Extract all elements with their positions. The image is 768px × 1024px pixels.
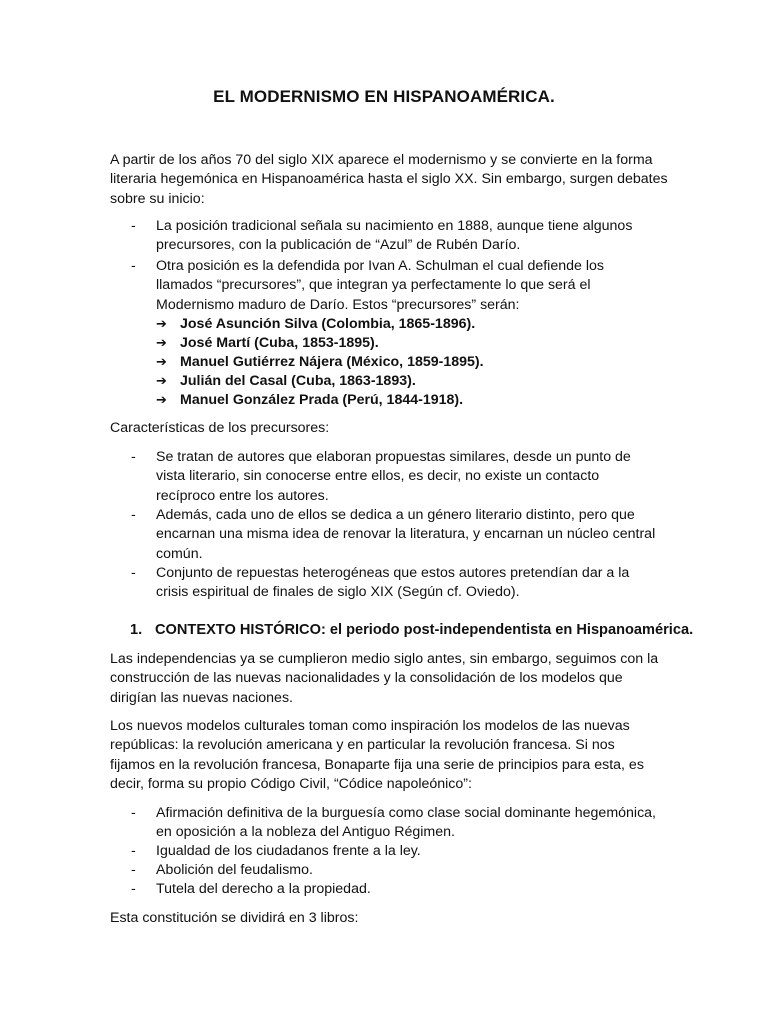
closing-line: Esta constitución se dividirá en 3 libros: [110, 910, 359, 926]
intro-line: sobre su inicio: [110, 190, 205, 207]
list-item [110, 804, 670, 843]
list-item-line: Abolición del feudalismo. [156, 862, 313, 878]
list-item [110, 217, 670, 256]
arrow-right-icon: ➔ [156, 373, 167, 388]
list-item-line: Tutela del derecho a la propiedad. [156, 881, 371, 897]
list-item [110, 564, 670, 603]
list-item-line: crisis espiritual de finales de siglo XIX (Según cf. Oviedo). [156, 584, 520, 601]
dash-bullet: - [131, 565, 136, 581]
arrow-right-icon: ➔ [156, 335, 167, 350]
precursor-item [156, 314, 475, 334]
precursor-name: José Martí (Cuba, 1853-1895). [180, 335, 379, 351]
intro-line: A partir de los años 70 del siglo XIX aparece el modernismo y se convierte en la forma [110, 152, 653, 168]
arrow-right-icon: ➔ [156, 316, 167, 331]
list-item-line: Conjunto de repuestas heterogéneas que estos autores pretendían dar a la [156, 565, 630, 581]
dash-bullet: - [131, 218, 136, 234]
section-number: 1. [130, 622, 143, 638]
precursor-name: José Asunción Silva (Colombia, 1865-1896). [180, 316, 476, 332]
paragraph [110, 717, 670, 794]
list-item-line: encarnan una misma idea de renovar la literatura, y encarnan un núcleo central [156, 526, 656, 543]
list-item-line: Igualdad de los ciudadanos frente a la ley. [156, 843, 421, 859]
list-item [110, 861, 670, 880]
paragraph-line: fijamos en la revolución francesa, Bonaparte fija una serie de principios para esta, es [110, 756, 644, 773]
precursor-name: Manuel Gutiérrez Nájera (México, 1859-1895). [180, 354, 484, 370]
list-item-line: Modernismo maduro de Darío. Estos “precursores” serán: [156, 296, 520, 313]
paragraph-line: Las independencias ya se cumplieron medio siglo antes, sin embargo, seguimos con la [110, 651, 659, 667]
paragraph [110, 650, 670, 708]
paragraph-line: construcción de las nuevas nacionalidades y la consolidación de los modelos que [110, 670, 623, 687]
arrow-right-icon: ➔ [156, 392, 167, 407]
document-title: EL MODERNISMO EN HISPANOAMÉRICA. [213, 87, 555, 106]
dash-bullet: - [131, 449, 136, 465]
list-item-line: en oposición a la nobleza del Antiguo Régimen. [156, 824, 455, 841]
list-item-line: vista literario, sin conocerse entre ellos, es decir, no existe un contacto [156, 468, 600, 485]
dash-bullet: - [131, 805, 136, 821]
dash-bullet: - [131, 258, 136, 274]
arrow-right-icon: ➔ [156, 354, 167, 369]
section-heading [130, 621, 693, 640]
list-item-line: Además, cada uno de ellos se dedica a un género literario distinto, pero que [156, 507, 635, 523]
precursor-item [156, 352, 484, 372]
caracteristicas-label: Características de los precursores: [110, 420, 330, 436]
precursor-name: Manuel González Prada (Perú, 1844-1918). [180, 392, 464, 408]
list-item-line: común. [156, 545, 203, 562]
list-item-line: precursores, con la publicación de “Azul” de Rubén Darío. [156, 237, 521, 254]
precursor-item [156, 390, 463, 410]
list-item [110, 842, 670, 861]
precursor-name: Julián del Casal (Cuba, 1863-1893). [180, 373, 416, 389]
dash-bullet: - [131, 881, 136, 897]
precursor-item [156, 371, 416, 391]
paragraph-line: repúblicas: la revolución americana y en particular la revolución francesa. Si nos [110, 737, 615, 754]
list-item-line: Otra posición es la defendida por Ivan A. Schulman el cual defiende los [156, 258, 604, 274]
paragraph-line: dirigían las nuevas naciones. [110, 689, 293, 706]
intro-line: literaria hegemónica en Hispanoamérica hasta el siglo XX. Sin embargo, surgen debates [110, 171, 668, 188]
dash-bullet: - [131, 843, 136, 859]
list-item-line: Se tratan de autores que elaboran propuestas similares, desde un punto de [156, 449, 631, 465]
paragraph-line: Los nuevos modelos culturales toman como inspiración los modelos de las nuevas [110, 718, 630, 734]
section-title: CONTEXTO HISTÓRICO: el periodo post-independentista en Hispanoamérica. [155, 622, 694, 638]
paragraph-line: decir, forma su propio Código Civil, “Códice napoleónico”: [110, 775, 472, 792]
list-item [110, 880, 670, 899]
list-item-line: llamados “precursores”, que integran ya perfectamente lo que será el [156, 277, 591, 294]
precursor-item [156, 333, 379, 353]
list-item [110, 448, 670, 506]
list-item [110, 257, 670, 315]
list-item-line: Afirmación definitiva de la burguesía como clase social dominante hegemónica, [156, 805, 656, 821]
list-item [110, 506, 670, 564]
intro-paragraph [110, 151, 670, 209]
list-item-line: La posición tradicional señala su nacimiento en 1888, aunque tiene algunos [156, 218, 633, 234]
dash-bullet: - [131, 507, 136, 523]
dash-bullet: - [131, 862, 136, 878]
list-item-line: recíproco entre los autores. [156, 487, 329, 504]
